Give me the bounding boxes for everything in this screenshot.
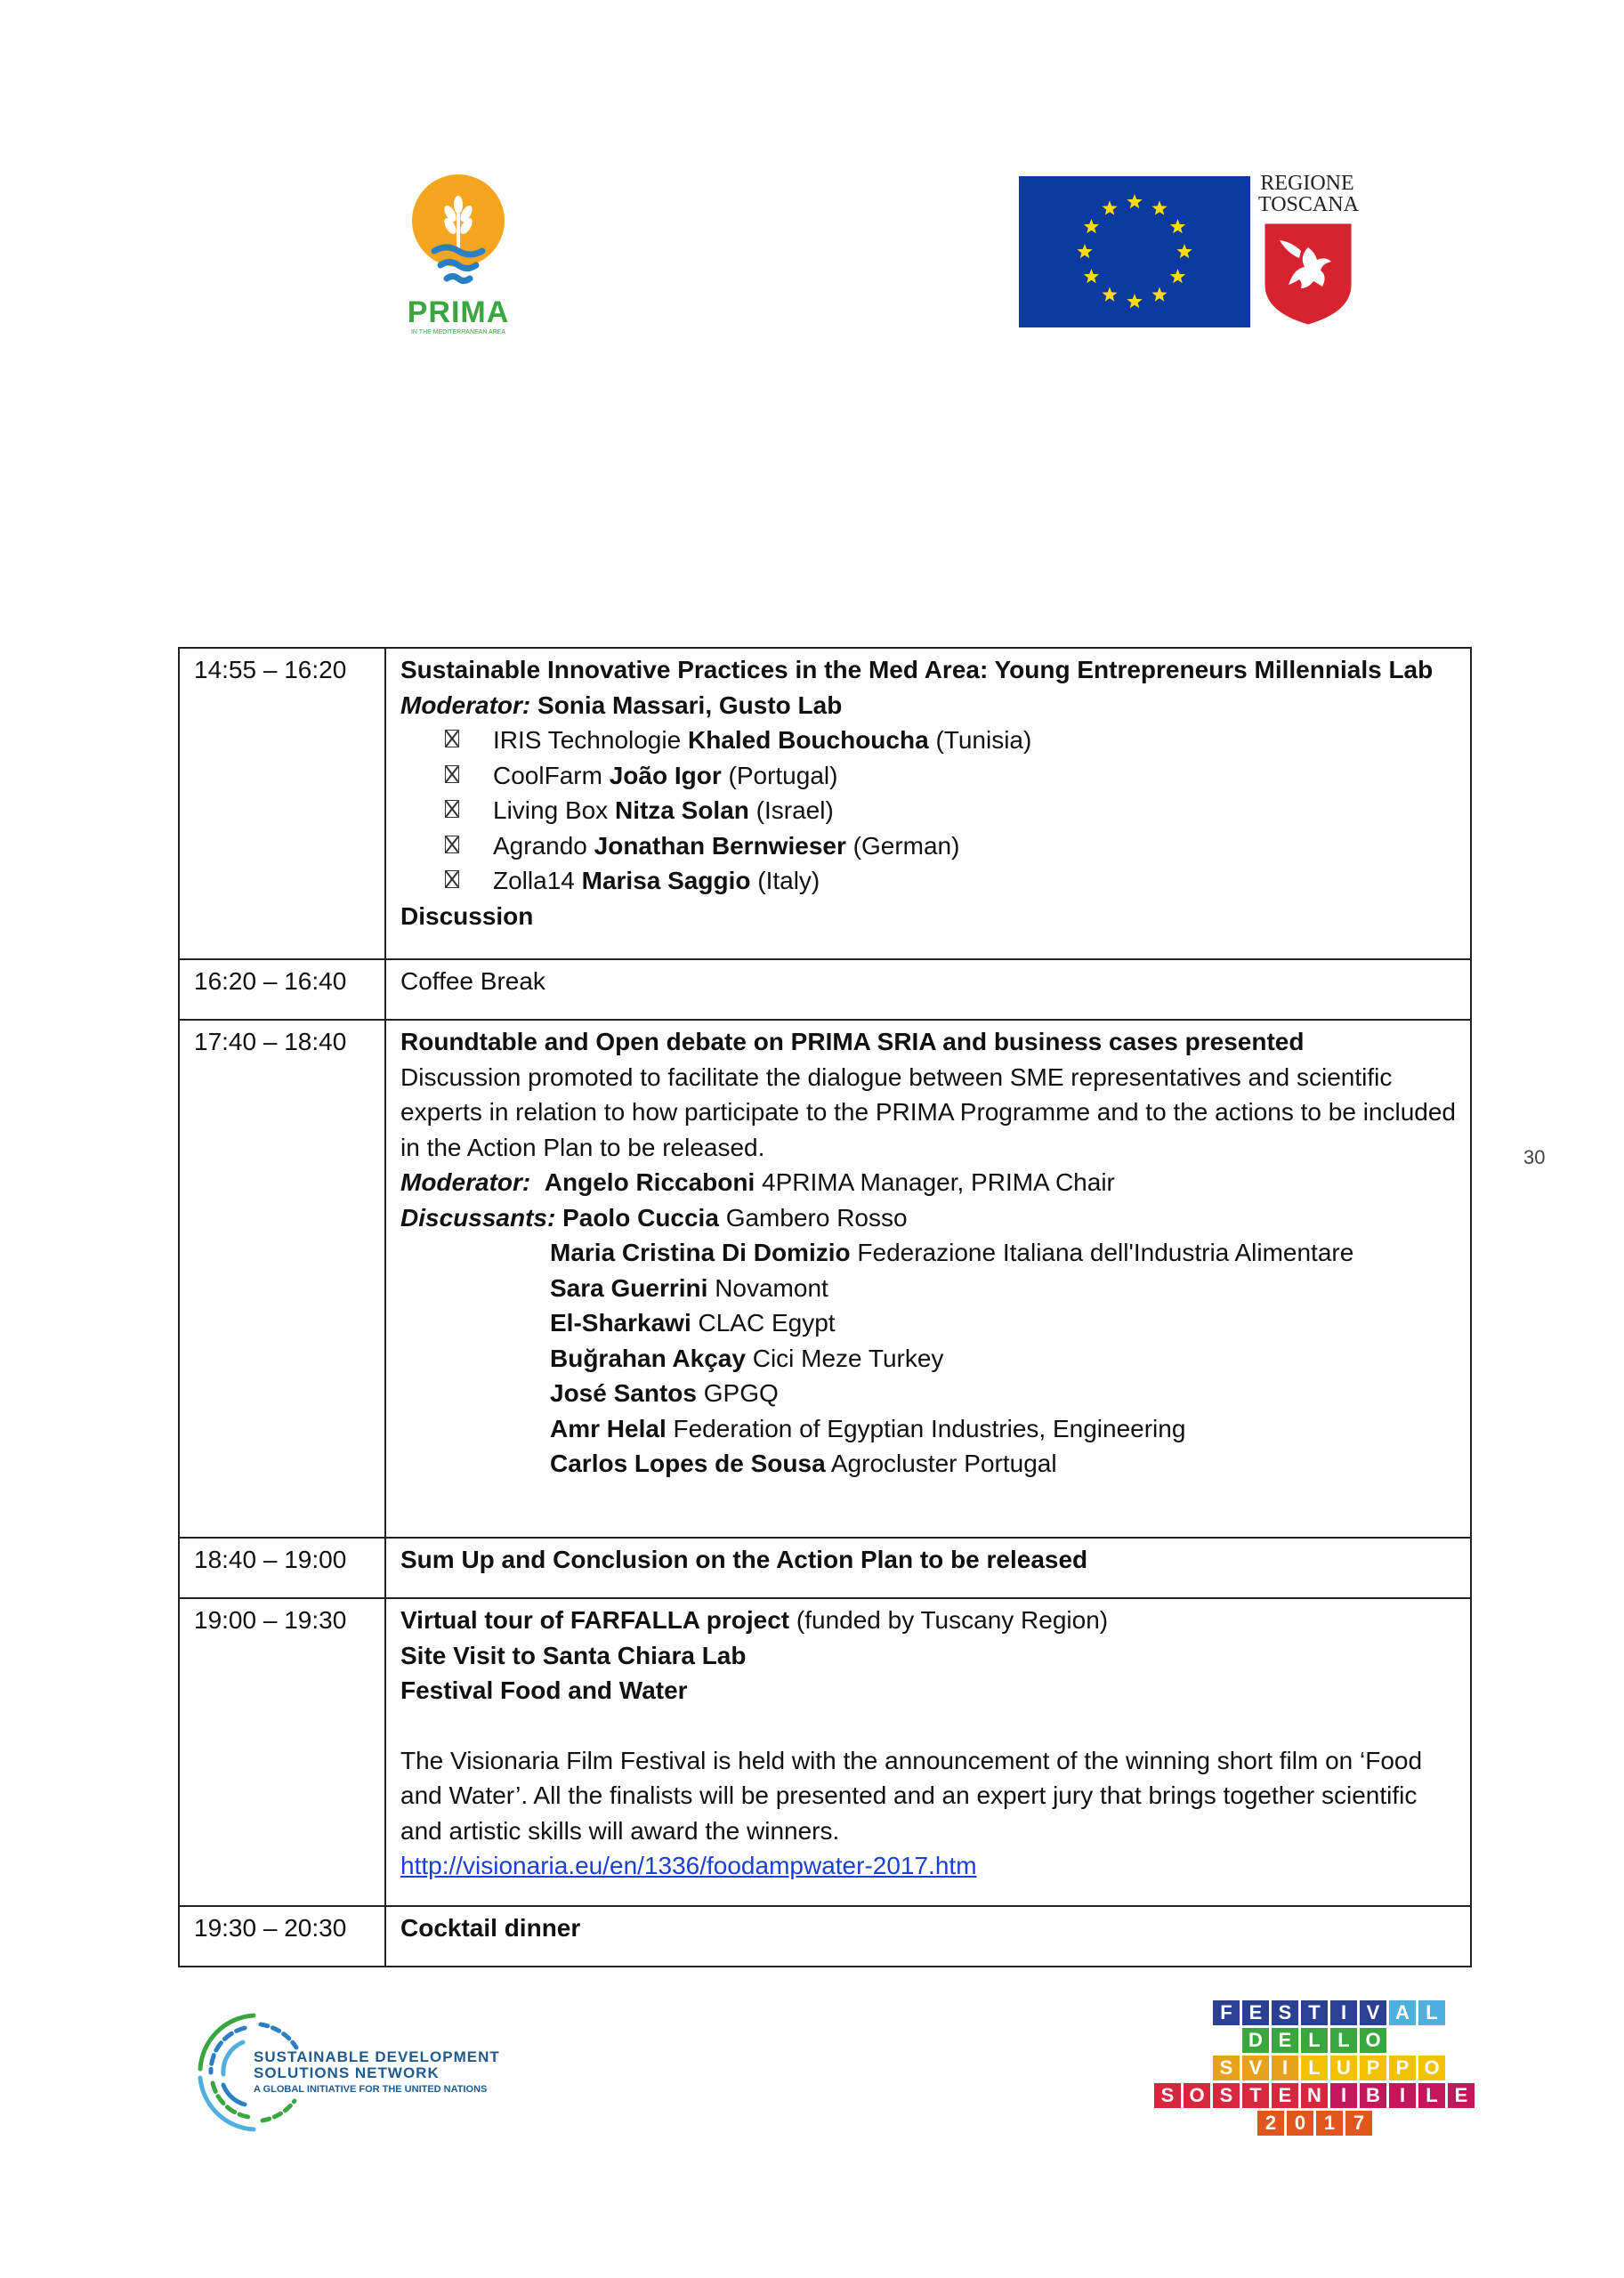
- festival-letter-tile: E: [1272, 2083, 1298, 2108]
- schedule-row: [179, 959, 1471, 1020]
- speaker-org: Zolla14: [493, 867, 575, 894]
- session-title-note: (funded by Tuscany Region): [796, 1606, 1109, 1634]
- prima-logo-tagline: IN THE MEDITERRANEAN AREA: [410, 329, 506, 335]
- discussant-org: Gambero Rosso: [725, 1203, 908, 1232]
- session-details: [385, 1598, 1471, 1906]
- visionaria-link[interactable]: http://visionaria.eu/en/1336/foodampwater-2017.htm: [400, 1852, 977, 1879]
- session-title: Roundtable and Open debate on PRIMA SRIA and business cases presented: [400, 1028, 1305, 1055]
- session-title: Virtual tour of FARFALLA project: [400, 1606, 790, 1634]
- sdsn-line3: A GLOBAL INITIATIVE FOR THE UNITED NATIONS: [254, 2084, 488, 2095]
- discussant-name: Amr Helal: [550, 1414, 667, 1442]
- session-time: 14:55 – 16:20: [179, 648, 385, 959]
- festival-letter-tile: E: [1272, 2028, 1298, 2053]
- checkbox-bullet-icon: [445, 836, 459, 853]
- discussant-org: Federazione Italiana dell'Industria Alimentare: [857, 1239, 1354, 1266]
- festival-letter-tile: S: [1272, 2000, 1298, 2025]
- festival-letter-tile: I: [1330, 2083, 1357, 2108]
- festival-letter-tile: V: [1242, 2056, 1269, 2080]
- schedule-row: [179, 1906, 1471, 1967]
- festival-letter-tile: L: [1418, 2083, 1445, 2108]
- discussant-item: [400, 1446, 1456, 1482]
- toscana-pegasus-shield-icon: [1264, 222, 1353, 326]
- festival-letter-tile: L: [1301, 2056, 1328, 2080]
- festival-letter-tile: L: [1418, 2000, 1445, 2025]
- session-title: Sustainable Innovative Practices in the Med Area: Young Entrepreneurs Millennials Lab: [400, 656, 1434, 683]
- speaker-name: Khaled Bouchoucha: [687, 726, 929, 754]
- discussant-item: [400, 1200, 1456, 1236]
- festival-letter-tile: 2: [1257, 2111, 1284, 2136]
- festival-letter-tile: O: [1360, 2028, 1386, 2053]
- speaker-country: (Israel): [755, 796, 834, 824]
- session-time: 19:00 – 19:30: [179, 1598, 385, 1906]
- moderator-label: Moderator:: [400, 691, 531, 719]
- discussant-name: Maria Cristina Di Domizio: [550, 1239, 851, 1266]
- discussant-item: [400, 1305, 1456, 1341]
- festival-letter-tile: S: [1213, 2083, 1240, 2108]
- festival-letter-tile: 1: [1316, 2111, 1343, 2136]
- session-description: The Visionaria Film Festival is held with the announcement of the winning short film on ‘Food and Water’. All the finalists will be presented and an expert jury that brings together scientific and artistic skills will award the winners.: [400, 1746, 1423, 1845]
- checkbox-bullet-icon: [445, 870, 459, 888]
- session-title: Coffee Break: [385, 959, 1471, 1020]
- moderator-line: [400, 1165, 1456, 1200]
- session-time: 17:40 – 18:40: [179, 1020, 385, 1538]
- festival-letter-tile: E: [1242, 2000, 1269, 2025]
- session-description: Discussion promoted to facilitate the dialogue between SME representatives and scientific experts in relation to how participate to the PRIMA Programme and to the actions to be included in the Action Plan to be released.: [400, 1062, 1456, 1161]
- schedule-row: [179, 1020, 1471, 1538]
- discussant-name: Buğrahan Akçay: [550, 1344, 746, 1372]
- session-time: 19:30 – 20:30: [179, 1906, 385, 1967]
- speaker-org: Agrando: [493, 831, 587, 860]
- festival-letter-row: [1213, 2056, 1448, 2080]
- discussants-label: Discussants:: [400, 1203, 556, 1232]
- speaker-org: CoolFarm: [493, 761, 602, 789]
- speaker-item: [400, 863, 1456, 899]
- speaker-name: Jonathan Bernwieser: [594, 831, 846, 860]
- session-title-line: [400, 1603, 1456, 1638]
- discussant-org: Federation of Egyptian Industries, Engineering: [673, 1414, 1186, 1442]
- moderator-name: Sonia Massari, Gusto Lab: [537, 691, 843, 719]
- festival-letter-tile: 0: [1287, 2111, 1313, 2136]
- festival-letter-tile: I: [1330, 2000, 1357, 2025]
- festival-letter-tile: E: [1448, 2083, 1475, 2108]
- speaker-country: (Italy): [757, 867, 820, 894]
- discussant-org: Cici Meze Turkey: [752, 1344, 944, 1372]
- festival-letter-tile: P: [1389, 2056, 1416, 2080]
- moderator-role: 4PRIMA Manager, PRIMA Chair: [762, 1168, 1115, 1196]
- schedule-row: [179, 648, 1471, 959]
- regione-toscana-logo: [1258, 172, 1359, 326]
- speaker-country: (Tunisia): [935, 726, 1032, 754]
- discussant-name: Paolo Cuccia: [562, 1203, 719, 1232]
- festival-letter-tile: 7: [1345, 2111, 1372, 2136]
- discussant-org: Agrocluster Portugal: [830, 1450, 1057, 1477]
- speaker-item: [400, 723, 1456, 758]
- schedule-table: [178, 647, 1472, 1967]
- speaker-org: Living Box: [493, 796, 609, 824]
- speaker-name: Marisa Saggio: [581, 867, 751, 894]
- discussant-org: Novamont: [715, 1273, 828, 1302]
- eu-flag-icon: [1019, 176, 1250, 327]
- schedule-row: [179, 1598, 1471, 1906]
- festival-letter-row: [1213, 2000, 1448, 2025]
- discussant-name: Sara Guerrini: [550, 1273, 708, 1302]
- discussant-org: GPGQ: [703, 1379, 779, 1407]
- moderator-name: Angelo Riccaboni: [544, 1168, 755, 1196]
- festival-letter-tile: I: [1389, 2083, 1416, 2108]
- festival-letter-tile: I: [1272, 2056, 1298, 2080]
- discussant-name: Carlos Lopes de Sousa: [550, 1450, 826, 1477]
- festival-letter-tile: O: [1184, 2083, 1210, 2108]
- festival-letter-row: [1257, 2111, 1375, 2136]
- festival-letter-tile: O: [1418, 2056, 1445, 2080]
- festival-letter-tile: S: [1154, 2083, 1181, 2108]
- discussant-org: CLAC Egypt: [698, 1309, 836, 1337]
- checkbox-bullet-icon: [445, 730, 459, 747]
- toscana-line1: REGIONE: [1260, 172, 1354, 195]
- prima-logo-name: PRIMA: [407, 295, 510, 329]
- speaker-country: (German): [852, 831, 960, 860]
- session-line-3: Festival Food and Water: [400, 1676, 688, 1704]
- checkbox-bullet-icon: [445, 800, 459, 818]
- speaker-item: [400, 758, 1456, 794]
- page-number: 30: [1523, 1146, 1546, 1168]
- speaker-name: Nitza Solan: [614, 796, 749, 824]
- toscana-line2: TOSCANA: [1258, 193, 1359, 216]
- session-closing: Discussion: [400, 901, 534, 930]
- festival-letter-tile: L: [1301, 2028, 1328, 2053]
- sdsn-line2: SOLUTIONS NETWORK: [254, 2064, 440, 2081]
- discussant-item: [400, 1376, 1456, 1411]
- session-details: [385, 1020, 1471, 1538]
- session-title: Cocktail dinner: [385, 1906, 1471, 1967]
- session-time: 18:40 – 19:00: [179, 1538, 385, 1598]
- sdsn-line1: SUSTAINABLE DEVELOPMENT: [254, 2048, 500, 2065]
- festival-letter-tile: P: [1360, 2056, 1386, 2080]
- festival-letter-tile: S: [1213, 2056, 1240, 2080]
- moderator-label: Moderator:: [400, 1168, 531, 1196]
- discussant-name: José Santos: [550, 1379, 697, 1407]
- session-line-2: Site Visit to Santa Chiara Lab: [400, 1641, 747, 1669]
- speaker-name: João Igor: [609, 761, 722, 789]
- festival-letter-tile: T: [1301, 2000, 1328, 2025]
- festival-letter-tile: D: [1242, 2028, 1269, 2053]
- festival-letter-tile: T: [1242, 2083, 1269, 2108]
- speaker-item: [400, 793, 1456, 828]
- festival-letter-tile: V: [1360, 2000, 1386, 2025]
- session-title: Sum Up and Conclusion on the Action Plan to be released: [385, 1538, 1471, 1598]
- festival-sviluppo-sostenibile-logo: [1154, 2000, 1468, 2139]
- discussant-item: [400, 1271, 1456, 1306]
- festival-letter-tile: U: [1330, 2056, 1357, 2080]
- sdsn-logo: [191, 2007, 529, 2140]
- festival-letter-row: [1154, 2083, 1477, 2108]
- festival-letter-tile: F: [1213, 2000, 1240, 2025]
- speaker-item: [400, 828, 1456, 864]
- festival-letter-tile: B: [1360, 2083, 1386, 2108]
- speaker-country: (Portugal): [728, 761, 838, 789]
- session-details: [385, 648, 1471, 959]
- discussant-item: [400, 1341, 1456, 1377]
- festival-letter-tile: N: [1301, 2083, 1328, 2108]
- discussant-item: [400, 1411, 1456, 1447]
- festival-letter-tile: A: [1389, 2000, 1416, 2025]
- eu-flag-logo: [1019, 176, 1250, 327]
- schedule-row: [179, 1538, 1471, 1598]
- session-time: 16:20 – 16:40: [179, 959, 385, 1020]
- prima-sun-wheat-icon: [392, 169, 525, 294]
- festival-letter-row: [1242, 2028, 1389, 2053]
- checkbox-bullet-icon: [445, 765, 459, 783]
- moderator-line: [400, 688, 1456, 723]
- discussant-name: El-Sharkawi: [550, 1309, 691, 1337]
- festival-letter-tile: L: [1330, 2028, 1357, 2053]
- speaker-org: IRIS Technologie: [493, 726, 682, 754]
- prima-logo: [392, 169, 525, 347]
- discussant-item: [400, 1235, 1456, 1271]
